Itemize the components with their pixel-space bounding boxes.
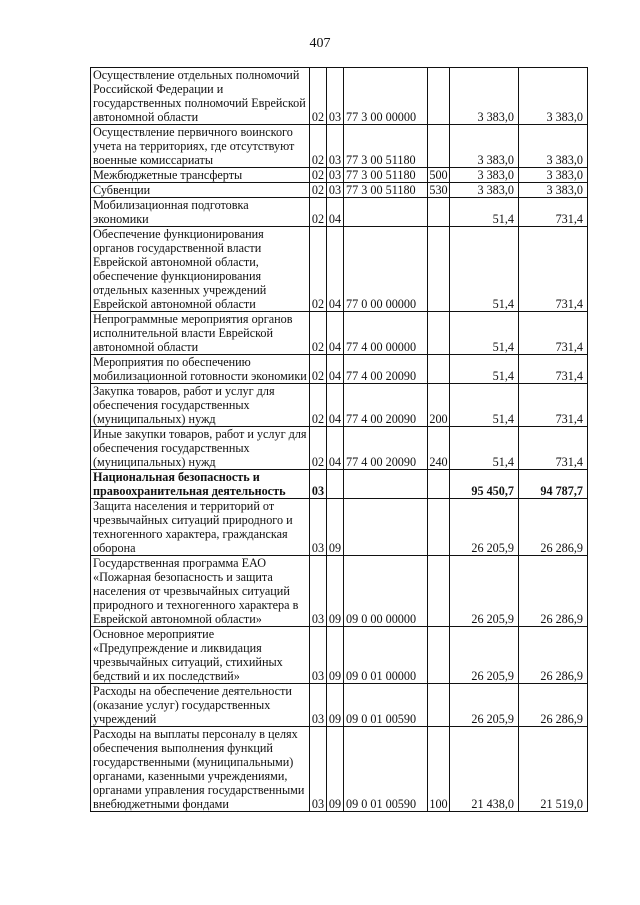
expense-name-cell: Национальная безопасность и правоохранительная деятельность: [91, 470, 310, 499]
amount-year1-cell: 26 205,9: [450, 556, 519, 627]
subsection-code-cell: 09: [327, 727, 344, 812]
table-row: [91, 227, 588, 312]
amount-year2-cell: 731,4: [519, 312, 588, 355]
target-item-cell: 09 0 01 00590: [344, 727, 428, 812]
subsection-code-cell: [327, 470, 344, 499]
amount-year2-cell: 26 286,9: [519, 684, 588, 727]
expense-name-cell: Расходы на обеспечение деятельности (оказание услуг) государственных учреждений: [91, 684, 310, 727]
table-row: [91, 727, 588, 812]
amount-year2-cell: 26 286,9: [519, 499, 588, 556]
amount-year2-cell: 26 286,9: [519, 556, 588, 627]
target-item-cell: 77 4 00 20090: [344, 355, 428, 384]
section-code-cell: 02: [310, 355, 327, 384]
amount-year2-cell: 731,4: [519, 227, 588, 312]
expense-name-cell: Расходы на выплаты персоналу в целях обеспечения выполнения функций государственными (муниципальными) органами, казенными учреждениями, органами управления государственными внебюджетными фондами: [91, 727, 310, 812]
section-code-cell: 02: [310, 427, 327, 470]
section-code-cell: 03: [310, 684, 327, 727]
subsection-code-cell: 04: [327, 198, 344, 227]
amount-year1-cell: 26 205,9: [450, 499, 519, 556]
amount-year1-cell: 3 383,0: [450, 125, 519, 168]
amount-year1-cell: 51,4: [450, 198, 519, 227]
amount-year1-cell: 51,4: [450, 355, 519, 384]
subsection-code-cell: 03: [327, 68, 344, 125]
target-item-cell: 09 0 00 00000: [344, 556, 428, 627]
amount-year1-cell: 26 205,9: [450, 627, 519, 684]
table-row: [91, 183, 588, 198]
amount-year2-cell: 731,4: [519, 355, 588, 384]
amount-year1-cell: 51,4: [450, 384, 519, 427]
target-item-cell: 77 3 00 51180: [344, 125, 428, 168]
amount-year1-cell: 51,4: [450, 227, 519, 312]
table-row: [91, 68, 588, 125]
table-row: [91, 684, 588, 727]
section-code-cell: 02: [310, 384, 327, 427]
amount-year2-cell: 3 383,0: [519, 168, 588, 183]
expense-name-cell: Государственная программа ЕАО «Пожарная безопасность и защита населения от чрезвычайных ситуаций природного и техногенного характера в Еврейской автономной области»: [91, 556, 310, 627]
target-item-cell: [344, 499, 428, 556]
section-code-cell: 02: [310, 168, 327, 183]
target-item-cell: 77 4 00 00000: [344, 312, 428, 355]
subsection-code-cell: 09: [327, 627, 344, 684]
table-row: [91, 627, 588, 684]
target-item-cell: [344, 470, 428, 499]
expense-name-cell: Основное мероприятие «Предупреждение и ликвидация чрезвычайных ситуаций, стихийных бедствий и их последствий»: [91, 627, 310, 684]
table-row: [91, 499, 588, 556]
subsection-code-cell: 03: [327, 168, 344, 183]
amount-year2-cell: 3 383,0: [519, 125, 588, 168]
expense-type-cell: [428, 627, 450, 684]
page-number: 407: [309, 36, 331, 51]
subsection-code-cell: 04: [327, 384, 344, 427]
expense-type-cell: 500: [429, 168, 448, 182]
amount-year2-cell: 731,4: [519, 427, 588, 470]
expense-type-cell: [428, 556, 450, 627]
amount-year2-cell: 731,4: [519, 384, 588, 427]
section-code-cell: 03: [310, 556, 327, 627]
expense-name-cell: Закупка товаров, работ и услуг для обеспечения государственных (муниципальных) нужд: [91, 384, 310, 427]
amount-year2-cell: 26 286,9: [519, 627, 588, 684]
expense-name-cell: Мероприятия по обеспечению мобилизационной готовности экономики: [91, 355, 310, 384]
expense-type-cell: 530: [429, 183, 448, 197]
section-code-cell: 03: [310, 470, 327, 499]
expense-type-cell: [428, 198, 450, 227]
amount-year1-cell: 3 383,0: [450, 183, 519, 198]
expense-name-cell: Осуществление отдельных полномочий Российской Федерации и государственных полномочий Еврейской автономной области: [91, 68, 310, 125]
subsection-code-cell: 03: [327, 183, 344, 198]
expense-name-cell: Осуществление первичного воинского учета на территориях, где отсутствуют военные комиссариаты: [91, 125, 310, 168]
table-row: [91, 470, 588, 499]
expense-name-cell: Непрограммные мероприятия органов исполнительной власти Еврейской автономной области: [91, 312, 310, 355]
target-item-cell: 77 0 00 00000: [344, 227, 428, 312]
expense-type-cell: 100: [428, 727, 450, 812]
target-item-cell: [344, 198, 428, 227]
expense-type-cell: 240: [428, 427, 450, 470]
amount-year2-cell: 21 519,0: [519, 727, 588, 812]
target-item-cell: 77 3 00 51180: [344, 183, 428, 198]
target-item-cell: 77 3 00 00000: [344, 68, 428, 125]
amount-year1-cell: 21 438,0: [450, 727, 519, 812]
section-code-cell: 02: [310, 198, 327, 227]
budget-table: [90, 67, 588, 812]
table-row: [91, 427, 588, 470]
expense-type-cell: [428, 470, 450, 499]
target-item-cell: 77 4 00 20090: [344, 384, 428, 427]
amount-year1-cell: 95 450,7: [450, 470, 519, 499]
table-row: [91, 355, 588, 384]
expense-name-cell: Субвенции: [91, 183, 310, 198]
table-row: [91, 125, 588, 168]
subsection-code-cell: 04: [327, 312, 344, 355]
amount-year2-cell: 94 787,7: [519, 470, 588, 499]
table-body: [91, 68, 588, 812]
subsection-code-cell: 09: [327, 556, 344, 627]
expense-type-cell: 200: [428, 384, 450, 427]
expense-name-cell: Обеспечение функционирования органов государственной власти Еврейской автономной области, обеспечение функционирования отдельных казенных учреждений Еврейской автономной области: [91, 227, 310, 312]
table-row: [91, 198, 588, 227]
section-code-cell: 02: [310, 125, 327, 168]
subsection-code-cell: 09: [327, 684, 344, 727]
expense-type-cell: [428, 684, 450, 727]
target-item-cell: 77 4 00 20090: [344, 427, 428, 470]
expense-type-cell: [428, 312, 450, 355]
section-code-cell: 02: [310, 312, 327, 355]
target-item-cell: 77 3 00 51180: [344, 168, 428, 183]
amount-year1-cell: 51,4: [450, 427, 519, 470]
target-item-cell: 09 0 01 00000: [344, 627, 428, 684]
amount-year1-cell: 3 383,0: [450, 168, 519, 183]
section-code-cell: 03: [310, 627, 327, 684]
expense-type-cell: [428, 227, 450, 312]
amount-year1-cell: 3 383,0: [450, 68, 519, 125]
section-code-cell: 03: [310, 727, 327, 812]
expense-type-cell: [428, 355, 450, 384]
expense-name-cell: Межбюджетные трансферты: [91, 168, 310, 183]
table-row: [91, 556, 588, 627]
subsection-code-cell: 04: [327, 227, 344, 312]
expense-type-cell: [428, 125, 450, 168]
amount-year2-cell: 3 383,0: [519, 183, 588, 198]
expense-name-cell: Иные закупки товаров, работ и услуг для обеспечения государственных (муниципальных) нужд: [91, 427, 310, 470]
expense-type-cell: [428, 499, 450, 556]
subsection-code-cell: 09: [327, 499, 344, 556]
amount-year1-cell: 51,4: [450, 312, 519, 355]
expense-name-cell: Мобилизационная подготовка экономики: [91, 198, 310, 227]
table-row: [91, 384, 588, 427]
table-row: [91, 312, 588, 355]
section-code-cell: 02: [310, 68, 327, 125]
amount-year2-cell: 731,4: [519, 198, 588, 227]
table-row: [91, 168, 588, 183]
amount-year1-cell: 26 205,9: [450, 684, 519, 727]
amount-year2-cell: 3 383,0: [519, 68, 588, 125]
subsection-code-cell: 03: [327, 125, 344, 168]
subsection-code-cell: 04: [327, 427, 344, 470]
section-code-cell: 02: [310, 227, 327, 312]
expense-type-cell: [428, 68, 450, 125]
expense-name-cell: Защита населения и территорий от чрезвычайных ситуаций природного и техногенного характера, гражданская оборона: [91, 499, 310, 556]
target-item-cell: 09 0 01 00590: [344, 684, 428, 727]
subsection-code-cell: 04: [327, 355, 344, 384]
section-code-cell: 03: [310, 499, 327, 556]
section-code-cell: 02: [310, 183, 327, 198]
